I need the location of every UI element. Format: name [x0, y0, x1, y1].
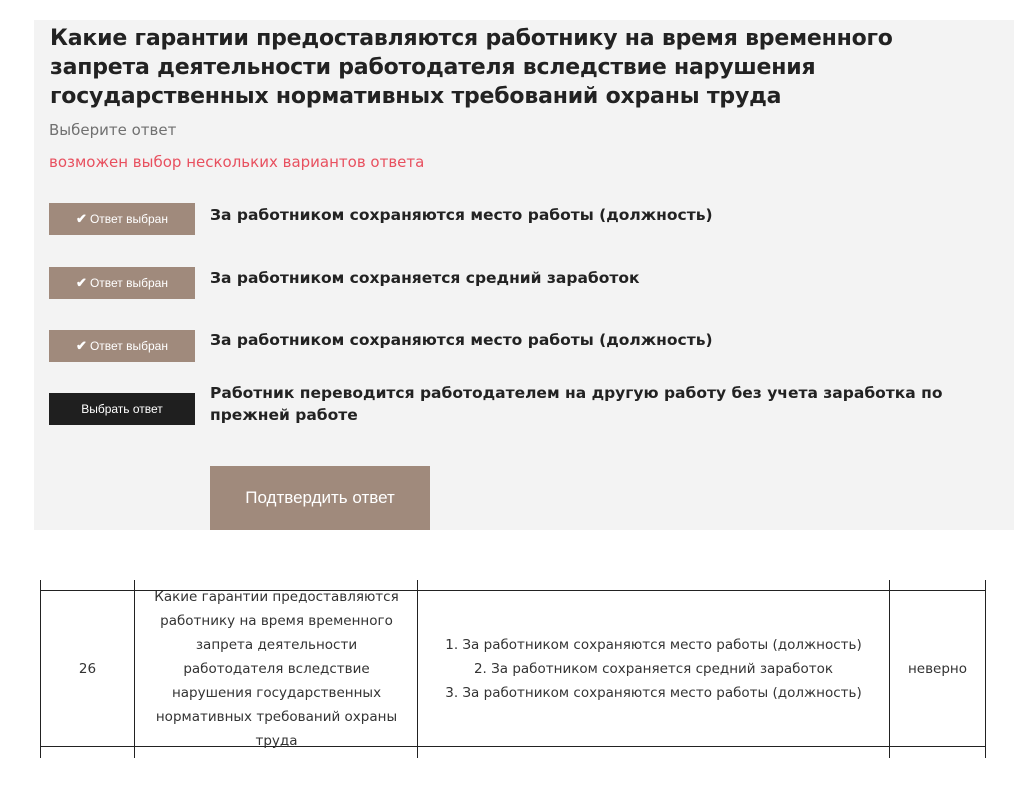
select-answer-hint: Выберите ответ [49, 121, 177, 139]
result-status-cell: неверно [907, 660, 968, 677]
option-2-text: За работником сохраняется средний заработок [210, 269, 640, 287]
quiz-panel [34, 20, 1014, 530]
given-answer-item: 2. За работником сохраняется средний заработок [473, 660, 834, 677]
check-icon: ✔ [76, 211, 87, 226]
option-4-button-label: Выбрать ответ [81, 402, 163, 416]
option-3-toggle-button[interactable] [49, 330, 195, 362]
option-1-text: За работником сохраняются место работы (должность) [210, 206, 713, 224]
question-text: Какие гарантии предоставляются работнику на время временного запрета деятельности работодателя вследствие нарушения государственных нормативных требований охраны труда [154, 588, 399, 749]
option-3-text: За работником сохраняются место работы (должность) [210, 331, 713, 349]
table-column-border [134, 580, 135, 758]
option-4-toggle-button[interactable] [49, 393, 195, 425]
check-icon: ✔ [76, 275, 87, 290]
given-answer-item: 3. За работником сохраняются место работы (должность) [445, 684, 862, 701]
option-4-text: Работник переводится работодателем на другую работу без учета заработка по прежней работе [210, 384, 943, 424]
option-1-toggle-button[interactable] [49, 203, 195, 235]
option-1-button-label: Ответ выбран [89, 212, 168, 226]
confirm-answer-button[interactable]: Подтвердить ответ [210, 466, 430, 530]
given-answers-cell [418, 591, 889, 746]
option-2-button-label: Ответ выбран [89, 276, 168, 290]
results-table [40, 580, 986, 758]
multiple-choice-hint: возможен выбор нескольких вариантов ответа [49, 153, 425, 171]
check-icon: ✔ [76, 338, 87, 353]
question-number-cell: 26 [78, 660, 97, 677]
table-column-border [985, 580, 986, 758]
question-title: Какие гарантии предоставляются работнику на время временного запрета деятельности работодателя вследствие нарушения государственных нормативных требований охраны труда [50, 26, 893, 109]
given-answers-list [445, 633, 862, 705]
option-3-button-label: Ответ выбран [89, 339, 168, 353]
option-2-toggle-button[interactable] [49, 267, 195, 299]
question-text-cell [144, 588, 409, 749]
given-answer-item: 1. За работником сохраняются место работы (должность) [445, 636, 862, 653]
